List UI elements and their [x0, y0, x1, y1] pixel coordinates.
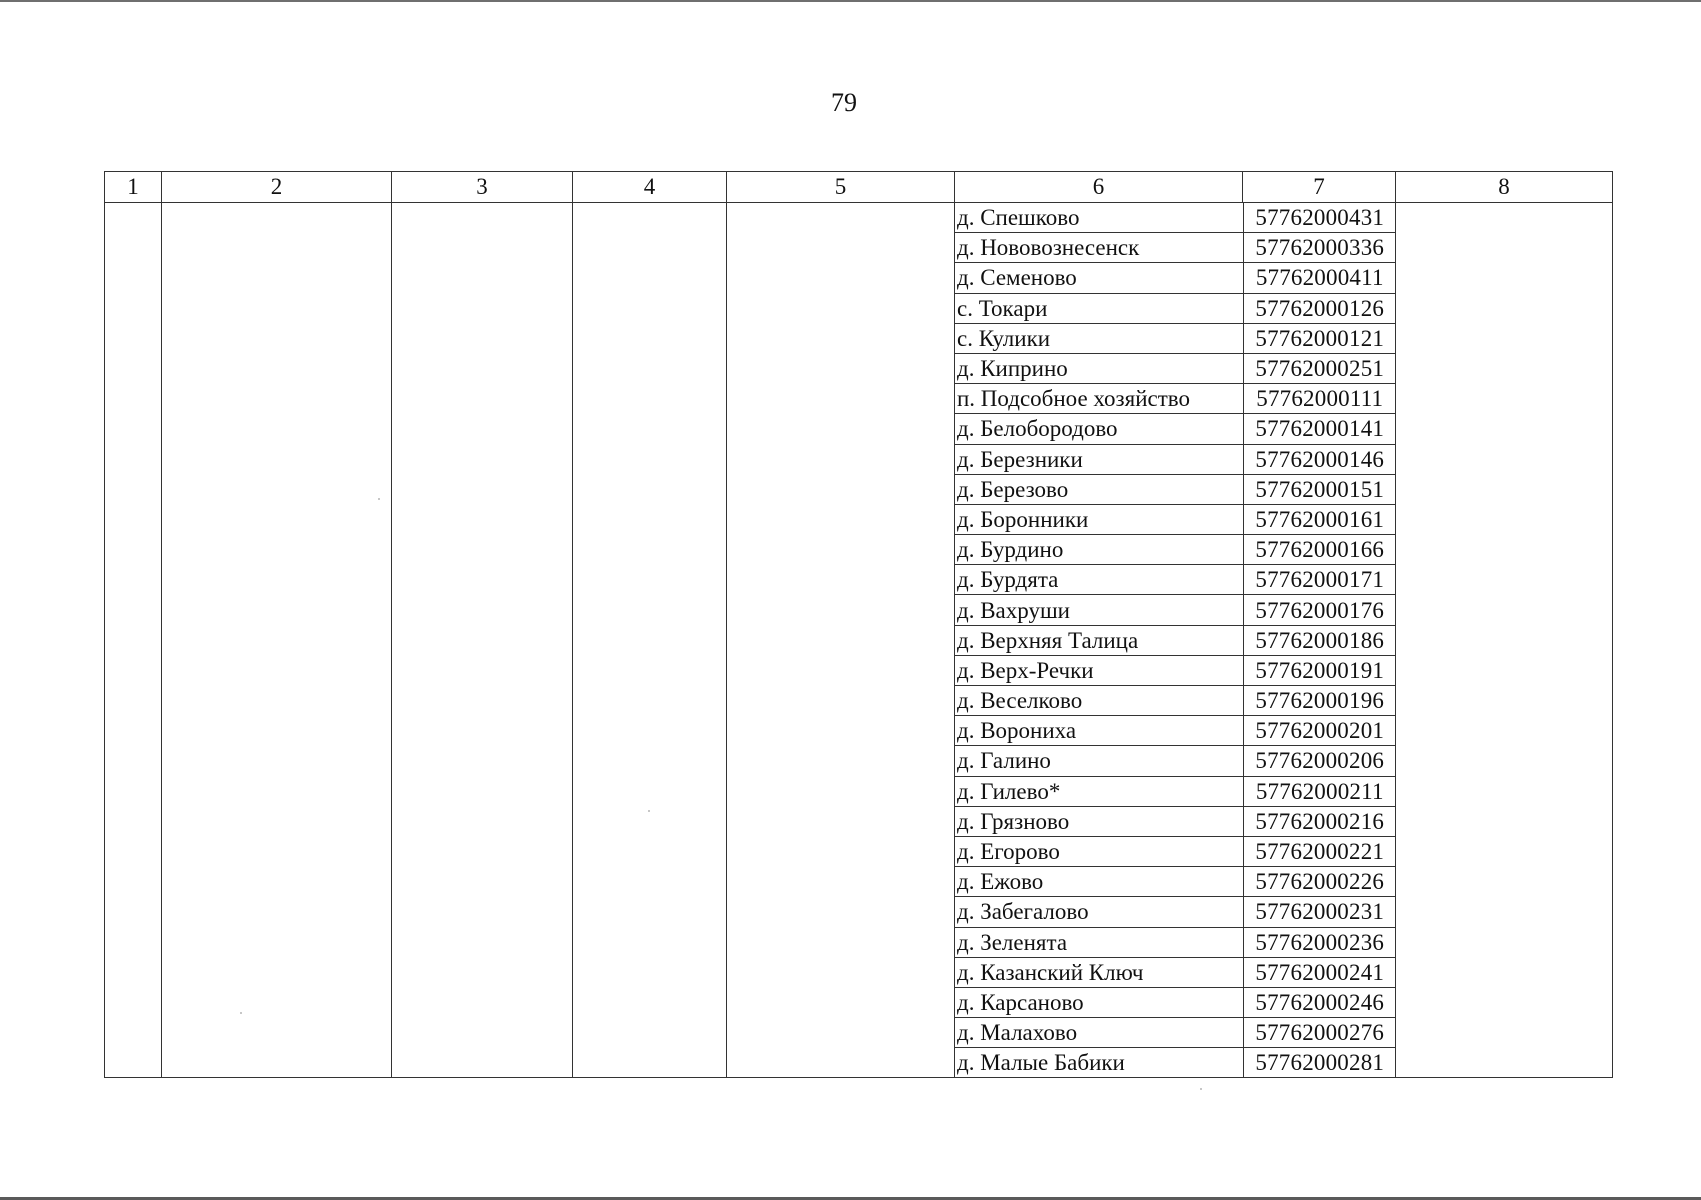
column-number-1: 1	[105, 172, 162, 203]
settlement-name: д. Березники	[955, 444, 1243, 474]
settlement-name: д. Нововознесенск	[955, 233, 1243, 263]
settlement-name: д. Вахруши	[955, 595, 1243, 625]
scan-speck	[1200, 1088, 1202, 1090]
table-row	[955, 233, 1396, 263]
settlement-name: д. Малые Бабики	[955, 1048, 1243, 1078]
table-row	[955, 1048, 1396, 1078]
table-row	[955, 716, 1396, 746]
table-row	[955, 414, 1396, 444]
settlement-name: д. Зеленята	[955, 927, 1243, 957]
oktmo-code: 57762000191	[1243, 655, 1396, 685]
table-row	[955, 655, 1396, 685]
oktmo-code: 57762000111	[1243, 384, 1396, 414]
oktmo-code: 57762000171	[1243, 565, 1396, 595]
column-1-cell	[105, 203, 162, 1078]
column-number-3: 3	[392, 172, 573, 203]
column-number-2: 2	[162, 172, 392, 203]
settlement-name: д. Галино	[955, 746, 1243, 776]
table-row	[955, 957, 1396, 987]
table-row	[955, 595, 1396, 625]
oktmo-code: 57762000151	[1243, 474, 1396, 504]
oktmo-code: 57762000141	[1243, 414, 1396, 444]
table-row	[955, 867, 1396, 897]
table-row	[955, 625, 1396, 655]
table-row	[955, 746, 1396, 776]
column-8-cell	[1396, 203, 1613, 1078]
column-number-5: 5	[727, 172, 955, 203]
settlement-name: д. Семеново	[955, 263, 1243, 293]
oktmo-code: 57762000196	[1243, 686, 1396, 716]
oktmo-code: 57762000216	[1243, 806, 1396, 836]
oktmo-code: 57762000221	[1243, 836, 1396, 866]
column-5-cell	[727, 203, 955, 1078]
oktmo-code: 57762000166	[1243, 535, 1396, 565]
column-2-cell	[162, 203, 392, 1078]
oktmo-code: 57762000236	[1243, 927, 1396, 957]
settlement-name: д. Забегалово	[955, 897, 1243, 927]
oktmo-code: 57762000186	[1243, 625, 1396, 655]
oktmo-code: 57762000276	[1243, 1018, 1396, 1048]
settlement-name: д. Белобородово	[955, 414, 1243, 444]
column-number-4: 4	[573, 172, 727, 203]
column-number-8: 8	[1396, 172, 1613, 203]
oktmo-code: 57762000211	[1243, 776, 1396, 806]
table-row	[955, 535, 1396, 565]
oktmo-code: 57762000206	[1243, 746, 1396, 776]
oktmo-code: 57762000411	[1243, 263, 1396, 293]
settlement-list	[955, 203, 1396, 1077]
oktmo-code: 57762000176	[1243, 595, 1396, 625]
settlement-name: д. Малахово	[955, 1018, 1243, 1048]
settlement-name: д. Ежово	[955, 867, 1243, 897]
settlement-name: д. Казанский Ключ	[955, 957, 1243, 987]
table-row	[955, 987, 1396, 1017]
table-row	[955, 474, 1396, 504]
table-body-row	[105, 203, 1613, 1078]
settlement-name: п. Подсобное хозяйство	[955, 384, 1243, 414]
column-number-row	[105, 172, 1613, 203]
scan-edge-top	[0, 0, 1701, 2]
oktmo-code: 57762000201	[1243, 716, 1396, 746]
settlement-name: д. Верхняя Талица	[955, 625, 1243, 655]
settlement-name: д. Ворониха	[955, 716, 1243, 746]
oktmo-code: 57762000241	[1243, 957, 1396, 987]
oktmo-code: 57762000246	[1243, 987, 1396, 1017]
settlement-name: д. Гилево*	[955, 776, 1243, 806]
oktmo-code: 57762000126	[1243, 293, 1396, 323]
column-4-cell	[573, 203, 727, 1078]
settlement-name: д. Веселково	[955, 686, 1243, 716]
settlement-name: д. Бурдята	[955, 565, 1243, 595]
table-row	[955, 353, 1396, 383]
oktmo-code: 57762000251	[1243, 353, 1396, 383]
oktmo-code: 57762000231	[1243, 897, 1396, 927]
table-row	[955, 323, 1396, 353]
table-row	[955, 203, 1396, 233]
column-number-7: 7	[1243, 172, 1396, 203]
settlement-name: д. Егорово	[955, 836, 1243, 866]
settlement-name: д. Боронники	[955, 504, 1243, 534]
oktmo-code: 57762000161	[1243, 504, 1396, 534]
settlement-registry-table	[104, 171, 1613, 1078]
table-row	[955, 927, 1396, 957]
settlement-list-cell	[955, 203, 1396, 1078]
oktmo-code: 57762000281	[1255, 1050, 1385, 1076]
table-row	[955, 263, 1396, 293]
table-row	[955, 444, 1396, 474]
table-row	[955, 504, 1396, 534]
settlement-name: д. Березово	[955, 474, 1243, 504]
table-row	[955, 836, 1396, 866]
settlement-name: с. Токари	[955, 293, 1243, 323]
scan-speck	[378, 498, 380, 500]
column-number-6: 6	[955, 172, 1243, 203]
table-row	[955, 565, 1396, 595]
table-row	[955, 897, 1396, 927]
oktmo-code: 57762000431	[1243, 203, 1396, 233]
page-number: 79	[831, 88, 857, 117]
table-row	[955, 776, 1396, 806]
table-row	[955, 293, 1396, 323]
settlement-name: д. Грязново	[955, 806, 1243, 836]
table-row	[955, 1018, 1396, 1048]
oktmo-code: 57762000336	[1243, 233, 1396, 263]
settlement-name: д. Спешково	[955, 203, 1243, 233]
table-row	[955, 686, 1396, 716]
oktmo-code: 57762000146	[1243, 444, 1396, 474]
settlement-name: д. Бурдино	[955, 535, 1243, 565]
table-row	[955, 806, 1396, 836]
table-row	[955, 384, 1396, 414]
settlement-name: с. Кулики	[955, 323, 1243, 353]
settlement-name: д. Киприно	[955, 353, 1243, 383]
settlement-name: д. Карсаново	[955, 987, 1243, 1017]
oktmo-code: 57762000226	[1243, 867, 1396, 897]
scan-speck	[648, 810, 650, 812]
column-3-cell	[392, 203, 573, 1078]
scan-speck	[240, 1012, 242, 1014]
oktmo-code: 57762000121	[1243, 323, 1396, 353]
settlement-name: д. Верх-Речки	[955, 655, 1243, 685]
